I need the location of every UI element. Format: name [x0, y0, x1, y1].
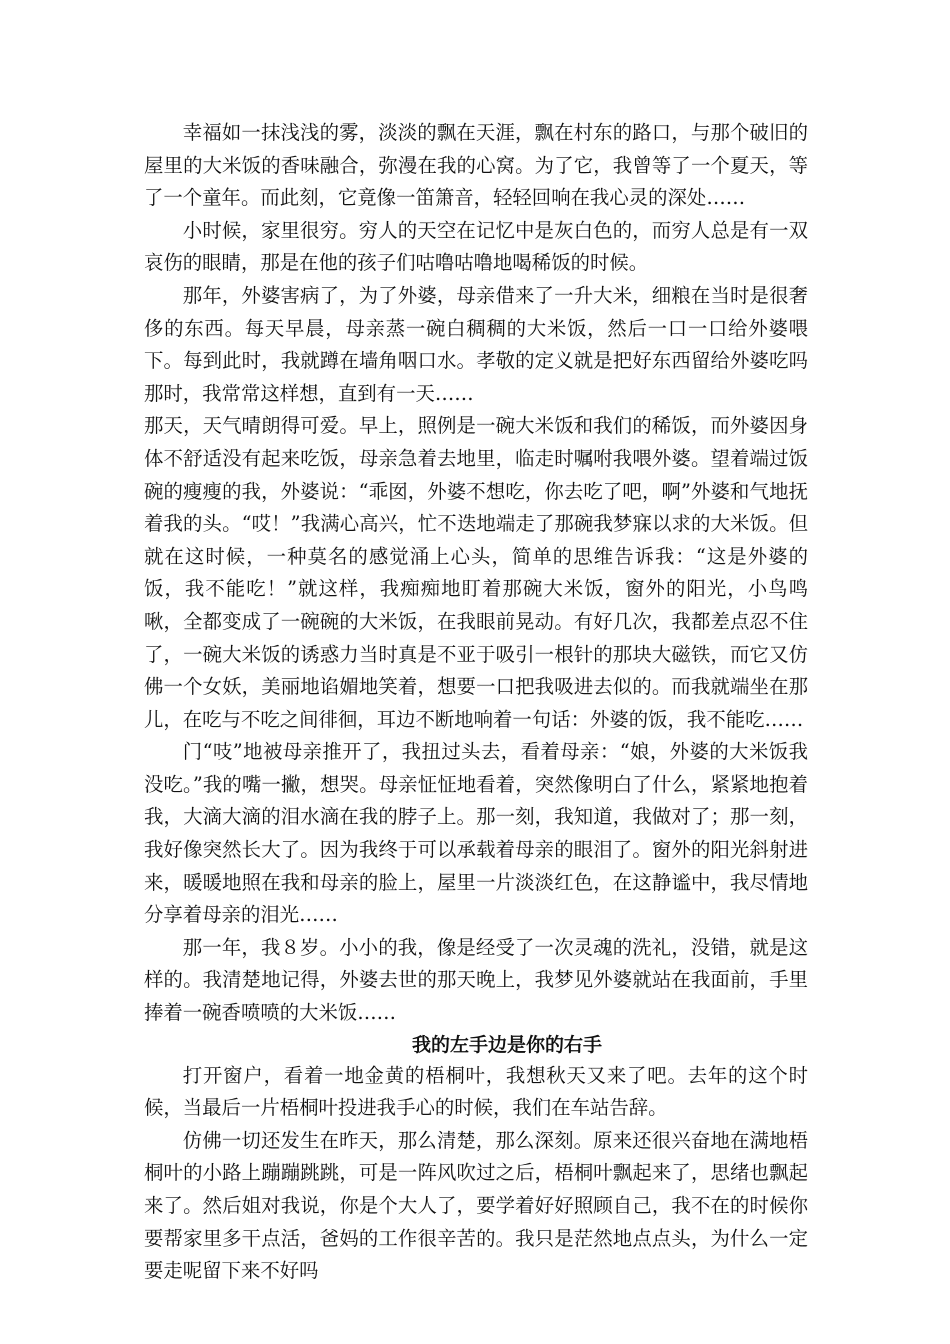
essay2-paragraph-2: 仿佛一切还发生在昨天，那么清楚，那么深刻。原来还很兴奋地在满地梧桐叶的小路上蹦蹦跳跳，可是一阵风吹过之后，梧桐叶飘起来了，思绪也飘起来了。然后姐对我说，你是个大人了，要学着好好照顾自己，我不在的时候你要帮家里多干点活，爸妈的工作很辛苦的。我只是茫然地点点头，为什么一定要走呢留下来不好吗 [144, 1128, 808, 1283]
essay1-paragraph-2: 小时候，家里很穷。穷人的天空在记忆中是灰白色的，而穷人总是有一双哀伤的眼睛，那是在他的孩子们咕噜咕噜地喝稀饭的时候。 [144, 218, 808, 275]
essay1-paragraph-1: 幸福如一抹浅浅的雾，淡淡的飘在天涯，飘在村东的路口，与那个破旧的屋里的大米饭的香味融合，弥漫在我的心窝。为了它，我曾等了一个夏天，等了一个童年。而此刻，它竟像一笛箫音，轻轻回响在我心灵的深处…… [144, 121, 808, 210]
essay2-paragraph-1: 打开窗户，看着一地金黄的梧桐叶，我想秋天又来了吧。去年的这个时候，当最后一片梧桐叶投进我手心的时候，我们在车站告辞。 [144, 1063, 808, 1120]
essay1-paragraph-6: 那一年，我８岁。小小的我，像是经受了一次灵魂的洗礼，没错，就是这样的。我清楚地记得，外婆去世的那天晚上，我梦见外婆就站在我面前，手里捧着一碗香喷喷的大米饭…… [144, 935, 808, 1025]
essay1-paragraph-3: 那年，外婆害病了，为了外婆，母亲借来了一升大米，细粮在当时是很奢侈的东西。每天早晨，母亲蒸一碗白稠稠的大米饭，然后一口一口给外婆喂下。每到此时，我就蹲在墙角咽口水。孝敬的定义就是把好东西留给外婆吃吗那时，我常常这样想，直到有一天…… [144, 283, 808, 405]
essay1-paragraph-5: 门“吱”地被母亲推开了，我扭过头去，看着母亲：“娘，外婆的大米饭我没吃。”我的嘴一撇，想哭。母亲怔怔地看着，突然像明白了什么，紧紧地抱着我，大滴大滴的泪水滴在我的脖子上。那一刻，我知道，我做对了；那一刻，我好像突然长大了。因为我终于可以承载着母亲的眼泪了。窗外的阳光斜射进来，暖暖地照在我和母亲的脸上，屋里一片淡淡红色，在这静谧中，我尽情地分享着母亲的泪光…… [144, 740, 808, 927]
essay2-title: 我的左手边是你的右手 [412, 1033, 603, 1056]
document-page [144, 117, 808, 1288]
essay1-paragraph-4: 那天，天气晴朗得可爱。早上，照例是一碗大米饭和我们的稀饭，而外婆因身体不舒适没有起来吃饭，母亲急着去地里，临走时嘱咐我喂外婆。望着端过饭碗的瘦瘦的我，外婆说：“乖囡，外婆不想吃，你去吃了吧，啊”外婆和气地抚着我的头。“哎！”我满心高兴，忙不迭地端走了那碗我梦寐以求的大米饭。但就在这时候，一种莫名的感觉涌上心头，简单的思维告诉我：“这是外婆的饭，我不能吃！”就这样，我痴痴地盯着那碗大米饭，窗外的阳光，小鸟鸣啾，全都变成了一碗碗的大米饭，在我眼前晃动。有好几次，我都差点忍不住了，一碗大米饭的诱惑力当时真是不亚于吸引一根针的那块大磁铁，而它又仿佛一个女妖，美丽地谄媚地笑着，想要一口把我吸进去似的。而我就端坐在那儿，在吃与不吃之间徘徊，耳边不断地响着一句话：外婆的饭，我不能吃…… [144, 414, 808, 731]
